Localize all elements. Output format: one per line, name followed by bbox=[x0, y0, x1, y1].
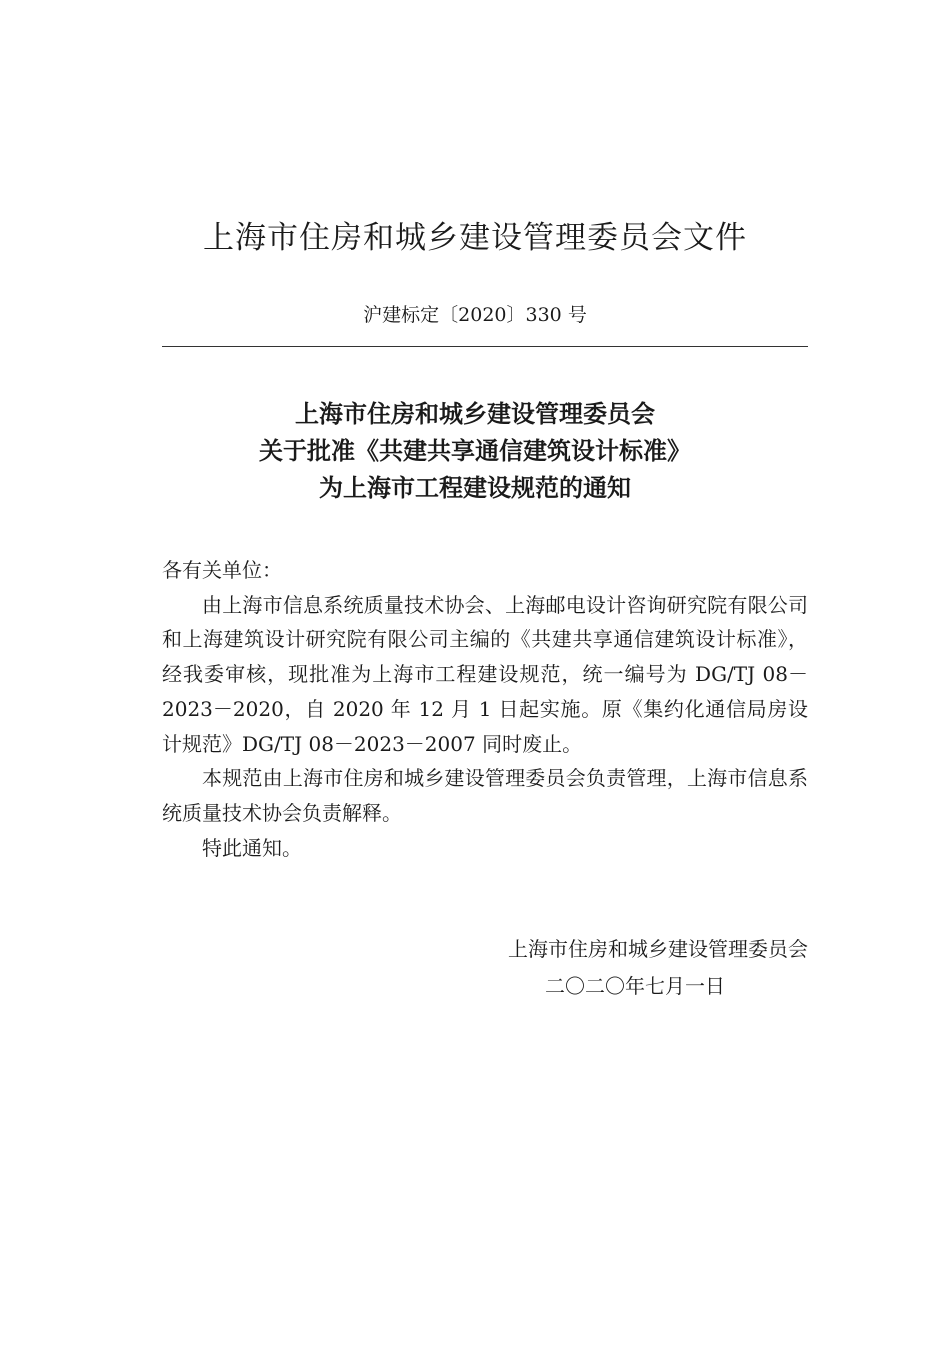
closing-line: 特此通知。 bbox=[202, 835, 302, 860]
notice-title bbox=[0, 396, 950, 507]
document-number: 沪建标定〔2020〕330 号 bbox=[363, 304, 587, 326]
title-line-1: 上海市住房和城乡建设管理委员会 bbox=[295, 400, 655, 428]
body-paragraph-2: 本规范由上海市住房和城乡建设管理委员会负责管理，上海市信息系统质量技术协会负责解释。 bbox=[162, 766, 808, 825]
title-line-3: 为上海市工程建设规范的通知 bbox=[319, 474, 631, 502]
salutation: 各有关单位： bbox=[162, 558, 282, 582]
agency-file-header: 上海市住房和城乡建设管理委员会文件 bbox=[203, 220, 747, 256]
notice-body bbox=[162, 553, 808, 865]
issuer-signature: 上海市住房和城乡建设管理委员会 bbox=[508, 937, 808, 961]
header-divider bbox=[162, 346, 808, 347]
body-paragraph-1: 由上海市信息系统质量技术协会、上海邮电设计咨询研究院有限公司和上海建筑设计研究院有限公司主编的《共建共享通信建筑设计标准》，经我委审核，现批准为上海市工程建设规范，统一编号为 DG/TJ 08－2023－2020，自 2020 年 12 月 1 日起实施。原《集约化通信局房设计规范》DG/TJ 08－2023－2007 同时废止。 bbox=[162, 592, 808, 756]
title-line-2: 关于批准《共建共享通信建筑设计标准》 bbox=[259, 437, 691, 465]
issue-date: 二〇二〇年七月一日 bbox=[545, 974, 725, 998]
